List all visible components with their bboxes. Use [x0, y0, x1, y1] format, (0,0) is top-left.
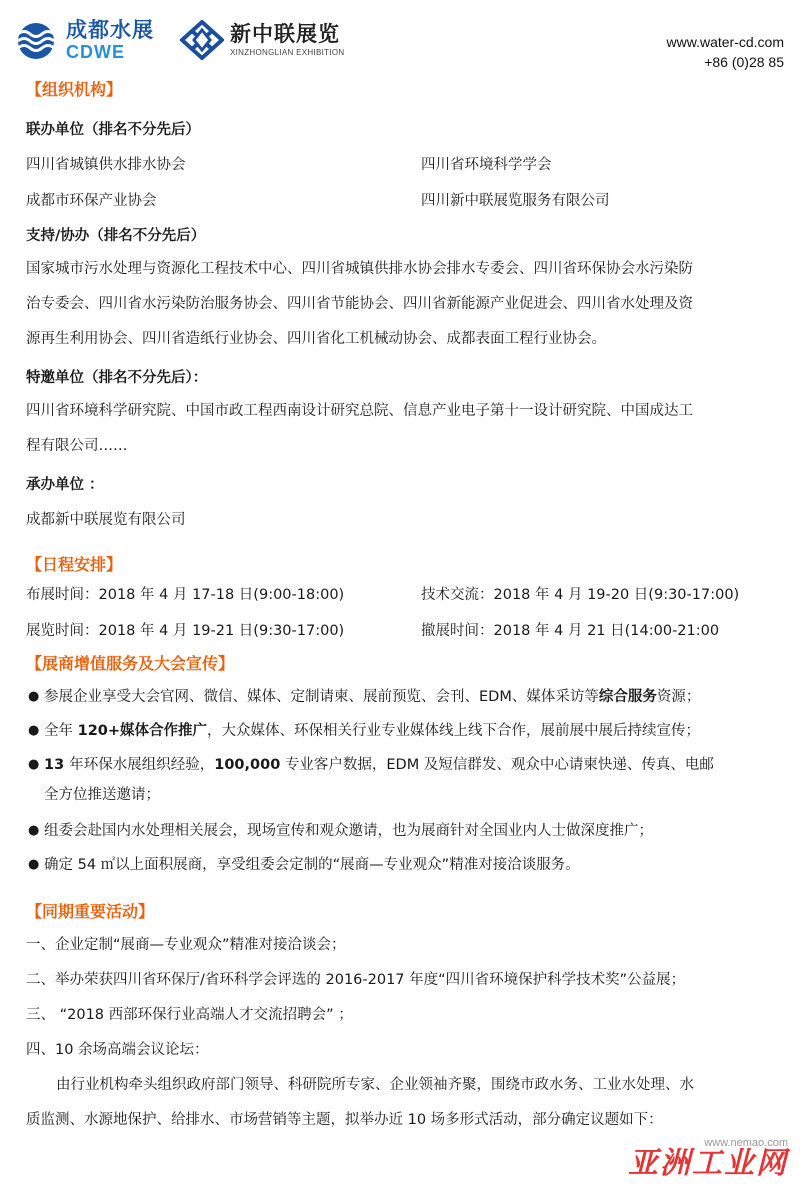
event-item: 一、企业定制“展商—专业观众”精准对接洽谈会； — [26, 937, 346, 953]
service-text: ，大众媒体、环保相关行业专业媒体线上线下合作，展前展中展后持续宣传； — [207, 723, 701, 739]
service-text: 年环保水展组织经验， — [69, 757, 215, 773]
event-item: 四、10 余场高端会议论坛： — [26, 1042, 209, 1058]
tech-exchange-time: 技术交流：2018 年 4 月 19-20 日(9:30-17:00) — [421, 587, 740, 603]
co-organizer: 成都市环保产业协会 — [26, 193, 157, 209]
service-text-bold: 100,000 — [214, 757, 281, 773]
water-wave-icon — [14, 22, 60, 60]
service-text: 参展企业享受大会官网、微信、媒体、定制请柬、展前预览、会刊、EDM、媒体采访等 — [44, 689, 599, 705]
service-text: 全方位推送邀请； — [44, 787, 160, 803]
co-organizers-row-1 — [26, 153, 791, 177]
website-link[interactable]: www.water-cd.com — [666, 34, 784, 50]
show-time: 展览时间：2018 年 4 月 19-21 日(9:30-17:00) — [26, 623, 345, 639]
invited-units-line: 四川省环境科学研究院、中国市政工程西南设计研究总院、信息产业电子第十一设计研究院、中国成达工 — [26, 403, 693, 419]
bullet-dot-icon: ● — [28, 723, 40, 738]
logo2-english-name: XINZHONGLIAN EXHIBITION — [230, 47, 345, 57]
watermark-url: www.nemao.com — [704, 1137, 788, 1149]
contact-info — [667, 32, 784, 72]
co-organizer: 四川省环境科学学会 — [421, 157, 552, 173]
setup-time: 布展时间：2018 年 4 月 17-18 日(9:00-18:00) — [26, 587, 345, 603]
section-title-organization: 【组织机构】 — [26, 80, 123, 99]
watermark-text: 亚洲工业网 — [628, 1146, 788, 1181]
section-title-services: 【展商增值服务及大会宣传】 — [26, 654, 235, 673]
service-text: 确定 54 ㎡以上面积展商，享受组委会定制的“展商—专业观众”精准对接洽谈服务。 — [44, 857, 580, 873]
service-bullet-2 — [0, 716, 791, 746]
service-bullet-1 — [0, 682, 791, 712]
service-bullet-3 — [0, 750, 791, 810]
bullet-dot-icon: ● — [28, 823, 40, 838]
site-watermark — [628, 1137, 788, 1179]
supporters-line: 源再生利用协会、四川省造纸行业协会、四川省化工机械动协会、成都表面工程行业协会。 — [26, 331, 606, 347]
cdwe-logo — [14, 20, 154, 61]
supporters-list — [26, 252, 791, 357]
invited-units-heading: 特邀单位（排名不分先后）： — [26, 370, 208, 386]
main-content — [26, 78, 791, 1138]
co-organizer: 四川新中联展览服务有限公司 — [421, 193, 610, 209]
service-text-bold: 综合服务 — [598, 689, 657, 705]
page-header — [0, 0, 800, 80]
event-item: 二、举办荣获四川省环保厅/省环科学会评选的 2016-2017 年度“四川省环境保护科学技术奖”公益展； — [26, 972, 686, 988]
service-text: 资源； — [656, 689, 701, 705]
service-text: 组委会赴国内水处理相关展会，现场宣传和观众邀请，也为展商针对全国业内人士做深度推广； — [44, 823, 653, 839]
bullet-dot-icon: ● — [28, 857, 40, 872]
logo2-chinese-name: 新中联展览 — [230, 21, 340, 46]
invited-units-line: 程有限公司…… — [26, 438, 128, 454]
event-forum-description: 质监测、水源地保护、给排水、市场营销等主题，拟举办近 10 场多形式活动，部分确定议题如下： — [26, 1112, 663, 1128]
events-list — [26, 928, 791, 1138]
service-text-bold: 120+ — [77, 723, 121, 739]
bullet-dot-icon: ● — [28, 689, 40, 704]
bullet-dot-icon: ● — [28, 757, 40, 772]
logo1-english-name: CDWE — [66, 42, 125, 62]
section-title-events: 【同期重要活动】 — [26, 902, 155, 921]
lattice-logo-icon — [180, 20, 224, 60]
event-forum-description: 由行业机构牵头组织政府部门领导、科研院所专家、企业领袖齐聚，围绕市政水务、工业水处理、水 — [56, 1077, 694, 1093]
xinzhonglian-logo — [180, 20, 344, 60]
schedule-row-1 — [26, 583, 791, 607]
invited-units-list — [26, 394, 791, 464]
organizer-heading: 承办单位 ： — [26, 477, 104, 493]
service-bullet-4 — [0, 816, 791, 846]
schedule-row-2 — [26, 619, 791, 643]
supporters-heading: 支持/协办（排名不分先后） — [26, 228, 206, 244]
organizer-name: 成都新中联展览有限公司 — [26, 512, 186, 528]
teardown-time: 撤展时间：2018 年 4 月 21 日(14:00-21:00 — [421, 623, 720, 639]
supporters-line: 治专委会、四川省水污染防治服务协会、四川省节能协会、四川省新能源产业促进会、四川省水处理及资 — [26, 296, 693, 312]
service-text-bold: 13 — [44, 757, 70, 773]
co-organizer: 四川省城镇供水排水协会 — [26, 157, 186, 173]
co-organizers-heading: 联办单位（排名不分先后） — [26, 122, 200, 138]
service-bullet-5 — [0, 850, 791, 880]
service-text-bold: 媒体合作推广 — [120, 723, 208, 739]
co-organizers-row-2 — [26, 189, 791, 213]
section-title-schedule: 【日程安排】 — [26, 555, 123, 574]
service-text: 专业客户数据，EDM 及短信群发、观众中心请柬快递、传真、电邮 — [280, 757, 714, 773]
logo1-chinese-name: 成都水展 — [66, 18, 154, 42]
event-item: 三、 “2018 西部环保行业高端人才交流招聘会” ； — [26, 1007, 353, 1023]
supporters-line: 国家城市污水处理与资源化工程技术中心、四川省城镇供排水协会排水专委会、四川省环保协会水污染防 — [26, 261, 693, 277]
service-text: 全年 — [44, 723, 78, 739]
services-list — [26, 682, 791, 880]
phone-number: +86 (0)28 85 — [704, 54, 784, 70]
